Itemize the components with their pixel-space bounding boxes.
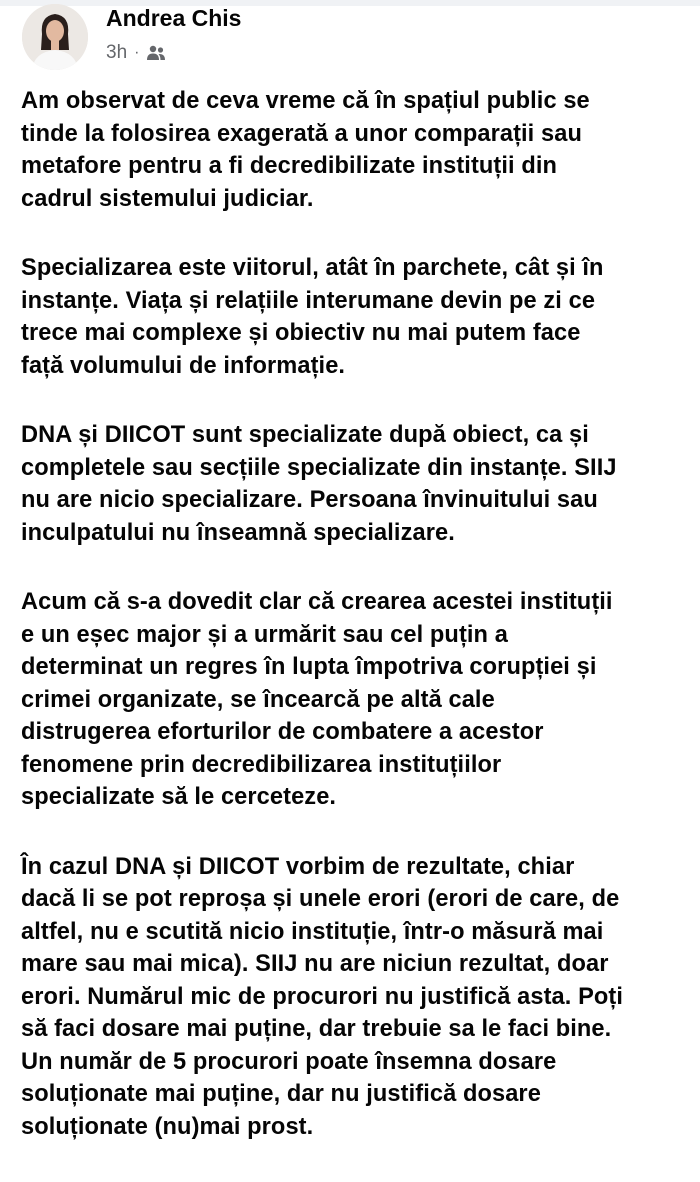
- text-line: cadrul sistemului judiciar.: [21, 185, 314, 212]
- friends-icon[interactable]: [146, 44, 166, 62]
- text-line: erori. Numărul mic de procurori nu justifică asta. Poți: [21, 983, 624, 1010]
- post-meta: [106, 41, 166, 65]
- post-time[interactable]: 3h: [106, 42, 128, 63]
- text-line: distrugerea eforturilor de combatere a acestor: [21, 719, 544, 745]
- text-line: altfel, nu e scutită nicio instituție, într-o măsură mai: [21, 918, 604, 945]
- text-line: metafore pentru a fi decredibilizate instituții din: [21, 153, 558, 179]
- text-line: față volumului de informație.: [21, 352, 346, 379]
- text-line: specializate să le cerceteze.: [21, 784, 337, 810]
- text-line: crimei organizate, se încearcă pe altă cale: [21, 686, 495, 713]
- text-line: trece mai complexe și obiectiv nu mai putem face: [21, 320, 581, 346]
- text-line: Acum că s-a dovedit clar că crearea acestei instituții: [21, 589, 613, 615]
- paragraph: [21, 419, 689, 549]
- text-line: Am observat de ceva vreme că în spațiul public se: [21, 88, 590, 114]
- text-line: determinat un regres în lupta împotriva corupției și: [21, 654, 597, 680]
- avatar[interactable]: [22, 4, 88, 70]
- avatar-photo: [22, 4, 88, 70]
- text-line: În cazul DNA și DIICOT vorbim de rezultate, chiar: [21, 853, 575, 880]
- text-line: mare sau mai mica). SIIJ nu are niciun rezultat, doar: [21, 951, 609, 977]
- paragraph: [21, 85, 689, 215]
- text-line: tinde la folosirea exagerată a unor comparații sau: [21, 120, 582, 147]
- paragraph: [21, 851, 689, 1144]
- text-line: soluționate mai puține, dar nu justifică dosare: [21, 1081, 541, 1107]
- text-line: e un eșec major și a urmărit sau cel puțin a: [21, 621, 508, 648]
- text-line: să faci dosare mai puține, dar trebuie sa le faci bine.: [21, 1016, 612, 1042]
- meta-separator: ·: [134, 44, 140, 61]
- text-line: Un număr de 5 procurori poate însemna dosare: [21, 1048, 557, 1075]
- text-line: nu are nicio specializare. Persoana învinuitului sau: [21, 487, 598, 513]
- text-line: Specializarea este viitorul, atât în parchete, cât și în: [21, 255, 604, 281]
- text-line: completele sau secțiile specializate din instanțe. SIIJ: [21, 454, 617, 481]
- paragraph: [21, 252, 689, 382]
- post-body: [21, 85, 689, 1180]
- author-name[interactable]: Andrea Chis: [106, 5, 242, 31]
- paragraph: [21, 586, 689, 814]
- text-line: dacă li se pot reproșa și unele erori (erori de care, de: [21, 886, 620, 912]
- text-line: inculpatului nu înseamnă specializare.: [21, 519, 455, 546]
- post-header: [22, 0, 682, 70]
- text-line: fenomene prin decredibilizarea instituțiilor: [21, 751, 502, 778]
- text-line: soluționate (nu)mai prost.: [21, 1113, 314, 1140]
- text-line: instanțe. Viața și relațiile interumane devin pe zi ce: [21, 287, 596, 314]
- text-line: DNA și DIICOT sunt specializate după obiect, ca și: [21, 422, 589, 448]
